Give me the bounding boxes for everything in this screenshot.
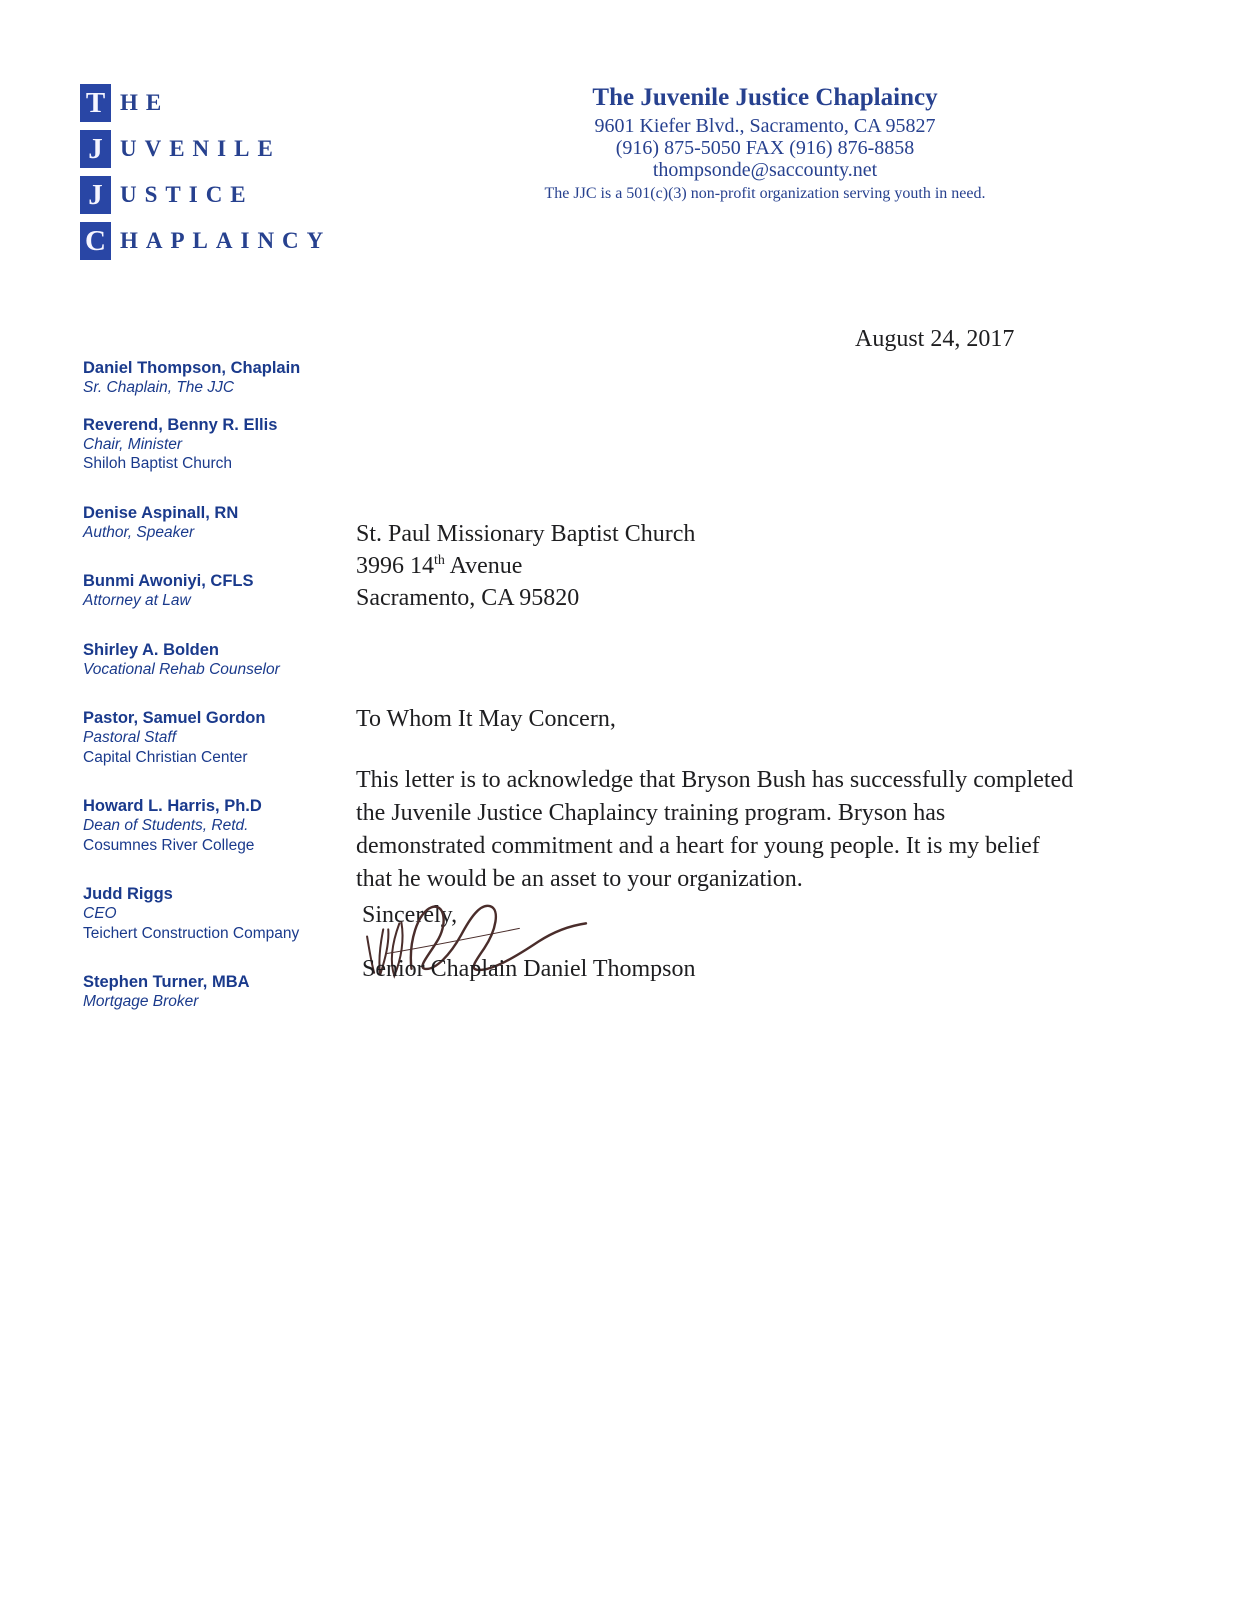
body-line: This letter is to acknowledge that Bryson Bush has successfully completed [356, 767, 1074, 793]
member-role: Vocational Rehab Counselor [83, 660, 280, 678]
logo-square-j2 [80, 176, 111, 214]
recipient-line: St. Paul Missionary Baptist Church [356, 521, 696, 547]
member-org: Shiloh Baptist Church [83, 455, 233, 472]
logo-row-the [80, 84, 331, 122]
logo-row-juvenile [80, 130, 331, 168]
member-name: Reverend, Benny R. Ellis [83, 415, 278, 434]
org-tagline: The JJC is a 501(c)(3) non-profit organization serving youth in need. [544, 185, 986, 202]
logo-row-justice [80, 176, 331, 214]
member-org: Capital Christian Center [83, 748, 248, 766]
body-line: that he would be an asset to your organization. [356, 866, 803, 892]
member-role: Author, Speaker [83, 523, 195, 541]
org-name: The Juvenile Justice Chaplaincy [592, 84, 938, 111]
ordinal-suffix: th [434, 553, 445, 568]
board-member [83, 571, 333, 611]
closing: Sincerely, [362, 902, 458, 928]
member-name: Pastor, Samuel Gordon [83, 709, 266, 727]
logo-word-remainder: USTICE [120, 182, 254, 207]
salutation: To Whom It May Concern, [356, 706, 616, 732]
member-name: Denise Aspinall, RN [83, 503, 239, 522]
member-name: Shirley A. Bolden [83, 640, 219, 659]
recipient-line: Sacramento, CA 95820 [356, 585, 580, 611]
member-role: Dean of Students, Retd. [83, 817, 249, 834]
org-address: 9601 Kiefer Blvd., Sacramento, CA 95827 [594, 115, 936, 137]
recipient-address [356, 518, 695, 614]
member-org: Teichert Construction Company [83, 924, 300, 942]
board-member [83, 796, 333, 855]
board-member [83, 972, 333, 1012]
logo-word-remainder: UVENILE [120, 136, 281, 161]
member-name: Stephen Turner, MBA [83, 973, 250, 991]
body-line: demonstrated commitment and a heart for young people. It is my belief [356, 833, 1040, 859]
logo-initial: J [88, 132, 103, 165]
board-member [83, 708, 333, 767]
logo-row-chaplaincy [80, 222, 331, 260]
board-member [83, 884, 333, 943]
member-name: Daniel Thompson, Chaplain [83, 359, 301, 377]
logo-initial: J [88, 178, 103, 211]
letter-date: August 24, 2017 [855, 326, 1015, 352]
letter-body [356, 764, 1086, 896]
member-role: Chair, Minister [83, 435, 183, 453]
logo-initial: C [85, 224, 106, 257]
member-role: Pastoral Staff [83, 729, 177, 746]
member-role: Mortgage Broker [83, 993, 199, 1010]
letterhead [535, 84, 995, 204]
member-role: Attorney at Law [83, 592, 191, 609]
signer-name: Senior Chaplain Daniel Thompson [362, 956, 696, 982]
board-member [83, 640, 333, 680]
board-member [83, 503, 333, 543]
tjjc-logo [80, 84, 331, 268]
org-phone-fax: (916) 875-5050 FAX (916) 876-8858 [615, 137, 915, 159]
board-sidebar [83, 358, 333, 1041]
body-line: the Juvenile Justice Chaplaincy training program. Bryson has [356, 800, 946, 826]
logo-word-remainder: HE [120, 90, 170, 115]
member-name: Howard L. Harris, Ph.D [83, 797, 262, 815]
org-email: thompsonde@saccounty.net [652, 159, 878, 181]
recipient-line: 3996 14th Avenue [356, 553, 523, 579]
logo-square-c [80, 222, 111, 260]
board-member [83, 415, 333, 474]
member-name: Bunmi Awoniyi, CFLS [83, 572, 254, 590]
member-org: Cosumnes River College [83, 836, 255, 854]
member-role: CEO [83, 905, 117, 922]
logo-square-t [80, 84, 111, 122]
board-member [83, 358, 333, 398]
member-name: Judd Riggs [83, 885, 173, 903]
logo-square-j1 [80, 130, 111, 168]
logo-initial: T [85, 86, 106, 119]
member-role: Sr. Chaplain, The JJC [83, 379, 235, 396]
logo-word-remainder: HAPLAINCY [120, 228, 332, 253]
